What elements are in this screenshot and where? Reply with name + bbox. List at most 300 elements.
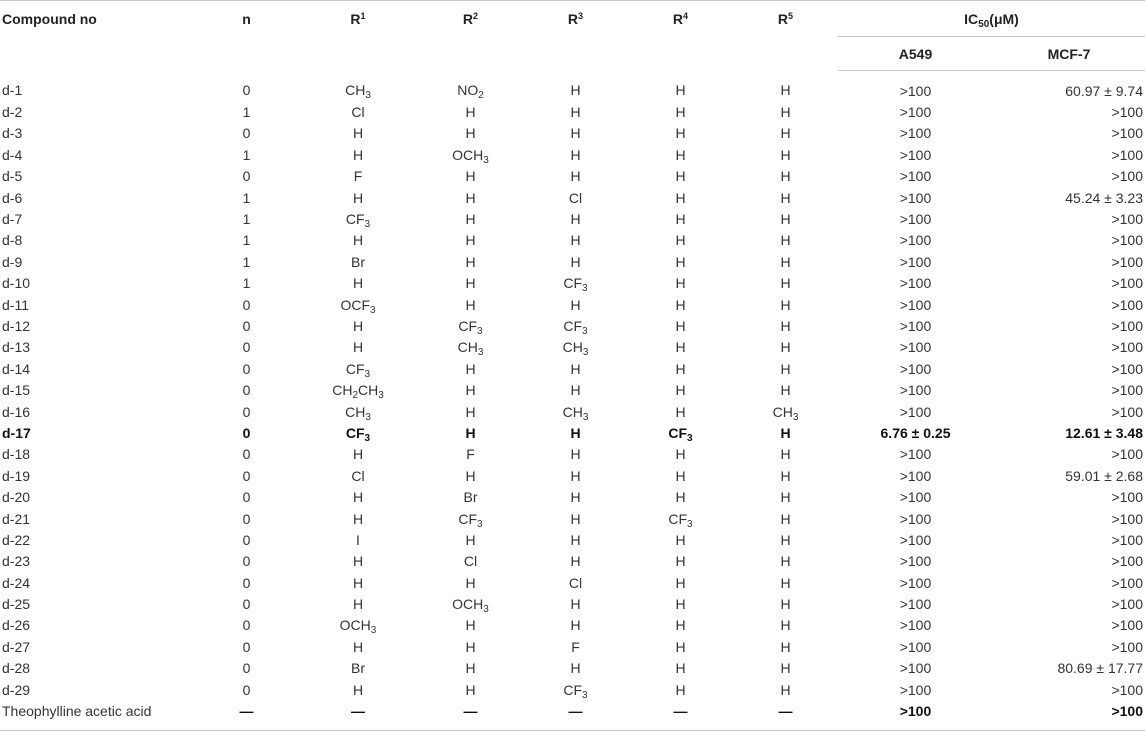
cell-n: 1 bbox=[242, 232, 251, 249]
cell-r5: H bbox=[780, 104, 791, 121]
cell-r2: H bbox=[465, 104, 476, 121]
cell-r1: H bbox=[352, 596, 364, 613]
cell-r3: $CF_3$ bbox=[563, 681, 588, 701]
cell-r2: $CF_3$ bbox=[458, 317, 483, 337]
cell-n: 0 bbox=[242, 168, 251, 185]
cell-n: 0 bbox=[242, 489, 251, 506]
cell-compound: d-13 bbox=[2, 339, 31, 356]
cell-r4: H bbox=[675, 104, 686, 121]
cell-mcf7: >100 bbox=[1111, 339, 1143, 356]
cell-r3: H bbox=[570, 296, 581, 313]
cell-r5: H bbox=[780, 510, 791, 527]
cell-a549: >100 bbox=[899, 82, 932, 99]
cell-r3: H bbox=[570, 617, 581, 634]
cell-r5: H bbox=[780, 681, 791, 698]
cell-n: 0 bbox=[242, 382, 251, 399]
table-row bbox=[0, 615, 1145, 636]
table-row bbox=[0, 593, 1145, 614]
cell-r1: H bbox=[352, 189, 364, 206]
cell-compound: d-7 bbox=[2, 211, 23, 228]
cell-mcf7: 12.61 ± 3.48 bbox=[1065, 424, 1143, 441]
cell-mcf7: >100 bbox=[1111, 146, 1143, 163]
cell-r3: $CF_3$ bbox=[563, 317, 588, 337]
cell-r5: $CH_3$ bbox=[772, 403, 799, 423]
cell-r3: Cl bbox=[568, 574, 583, 591]
cell-a549: >100 bbox=[899, 168, 932, 185]
cell-mcf7: 60.97 ± 9.74 bbox=[1065, 82, 1143, 99]
cell-n: 0 bbox=[242, 638, 251, 655]
cell-n: 0 bbox=[242, 681, 251, 698]
cell-r2: F bbox=[466, 446, 475, 463]
cell-r3: $CH_3$ bbox=[562, 339, 589, 359]
cell-mcf7: >100 bbox=[1111, 253, 1143, 270]
cell-a549: >100 bbox=[899, 253, 932, 270]
cell-r3: Cl bbox=[568, 189, 583, 206]
cell-mcf7: >100 bbox=[1111, 296, 1143, 313]
cell-r1: Br bbox=[351, 660, 365, 677]
cell-mcf7: >100 bbox=[1111, 403, 1143, 420]
header-compound bbox=[0, 1, 195, 71]
header-r3 bbox=[523, 1, 628, 71]
table-row bbox=[0, 679, 1145, 700]
cell-r4: $CF_3$ bbox=[668, 424, 693, 444]
table-row bbox=[0, 358, 1145, 379]
cell-mcf7: >100 bbox=[1111, 317, 1143, 334]
cell-r3: H bbox=[570, 510, 581, 527]
cell-n: 0 bbox=[242, 403, 251, 420]
cell-r5: H bbox=[780, 82, 791, 99]
table-row bbox=[0, 444, 1145, 465]
cell-mcf7: >100 bbox=[1111, 275, 1143, 292]
cell-r2: H bbox=[465, 296, 476, 313]
cell-compound: d-20 bbox=[2, 489, 31, 506]
header-ic50-sub: 50 bbox=[978, 18, 990, 30]
header-a549: A549 bbox=[838, 37, 993, 71]
cell-r1: H bbox=[352, 489, 364, 506]
table-row bbox=[0, 144, 1145, 165]
cell-n: 1 bbox=[242, 253, 251, 270]
cell-r1: $OCH_3$ bbox=[339, 617, 377, 637]
cell-mcf7: >100 bbox=[1111, 104, 1143, 121]
table-header bbox=[0, 1, 1145, 71]
table-row bbox=[0, 422, 1145, 443]
cell-r1: $CF_3$ bbox=[345, 424, 371, 444]
cell-r4: H bbox=[675, 403, 686, 420]
cell-r4: H bbox=[675, 275, 686, 292]
cell-r3: H bbox=[570, 125, 581, 142]
cell-r2: Br bbox=[463, 489, 478, 506]
cell-mcf7: >100 bbox=[1111, 232, 1143, 249]
cell-n: 0 bbox=[242, 339, 251, 356]
table-body bbox=[0, 71, 1145, 731]
cell-r1: H bbox=[352, 146, 364, 163]
cell-r3: H bbox=[570, 424, 581, 441]
cell-r2: H bbox=[465, 275, 476, 292]
cell-r5: H bbox=[780, 275, 791, 292]
cell-compound: d-14 bbox=[2, 360, 31, 377]
cell-r1: $CH_2CH_3$ bbox=[332, 382, 384, 402]
cell-r2: H bbox=[465, 211, 476, 228]
cell-a549: >100 bbox=[899, 489, 932, 506]
cell-compound: d-19 bbox=[2, 467, 31, 484]
cell-r5: H bbox=[780, 446, 791, 463]
cell-a549: >100 bbox=[899, 467, 932, 484]
cell-compound: d-10 bbox=[2, 275, 31, 292]
cell-r1: $OCF_3$ bbox=[340, 296, 376, 316]
cell-n: 1 bbox=[242, 211, 251, 228]
header-mcf7: MCF-7 bbox=[993, 37, 1145, 71]
cell-a549: >100 bbox=[899, 617, 932, 634]
cell-r4: H bbox=[675, 553, 686, 570]
cell-n: 0 bbox=[242, 467, 251, 484]
cell-r5: H bbox=[780, 232, 791, 249]
cell-compound: d-18 bbox=[2, 446, 31, 463]
cell-r5: H bbox=[780, 660, 791, 677]
header-r5-sup: 5 bbox=[788, 11, 794, 21]
cell-r4: H bbox=[675, 82, 686, 99]
cell-n: 0 bbox=[242, 296, 251, 313]
header-r2-label: R bbox=[462, 11, 474, 27]
cell-r4: H bbox=[675, 168, 686, 185]
cell-n: 0 bbox=[242, 617, 251, 634]
cell-a549: >100 bbox=[899, 638, 932, 655]
cell-r3: — bbox=[523, 700, 628, 730]
cell-mcf7: >100 bbox=[1111, 211, 1143, 228]
table-row bbox=[0, 294, 1145, 315]
cell-mcf7: 80.69 ± 17.77 bbox=[1057, 660, 1143, 677]
header-ic50-label: IC bbox=[964, 10, 979, 27]
cell-r5: H bbox=[780, 467, 791, 484]
cell-a549: >100 bbox=[899, 189, 932, 206]
table-row bbox=[0, 486, 1145, 507]
cell-r1: $CH_3$ bbox=[345, 403, 371, 423]
cell-mcf7: >100 bbox=[1111, 125, 1143, 142]
cell-compound: d-2 bbox=[2, 104, 23, 121]
cell-r4: H bbox=[675, 232, 686, 249]
cell-r5: H bbox=[780, 146, 791, 163]
cell-r2: H bbox=[465, 189, 476, 206]
cell-compound: d-29 bbox=[2, 681, 31, 698]
cell-n: 0 bbox=[242, 596, 251, 613]
cell-r1: $CF_3$ bbox=[345, 211, 371, 231]
cell-compound: d-5 bbox=[2, 168, 23, 185]
header-r1 bbox=[298, 1, 418, 71]
table-row bbox=[0, 251, 1145, 272]
cell-compound: d-15 bbox=[2, 382, 31, 399]
cell-r4: H bbox=[675, 317, 686, 334]
header-r1-sup: 1 bbox=[360, 11, 366, 21]
table-row bbox=[0, 508, 1145, 529]
cell-r1: H bbox=[352, 510, 364, 527]
cell-r3: H bbox=[570, 232, 581, 249]
cell-r5: — bbox=[733, 700, 838, 730]
cell-r3: H bbox=[570, 596, 581, 613]
cell-r3: H bbox=[570, 168, 581, 185]
cell-mcf7: >100 bbox=[1111, 681, 1143, 698]
cell-r1: H bbox=[352, 125, 364, 142]
cell-r3: H bbox=[570, 360, 581, 377]
cell-mcf7: >100 bbox=[1111, 596, 1143, 613]
cell-r5: H bbox=[780, 596, 791, 613]
cell-a549: 6.76 ± 0.25 bbox=[880, 424, 951, 441]
header-row-1 bbox=[0, 1, 1145, 37]
cell-r5: H bbox=[780, 360, 791, 377]
cell-r4: H bbox=[675, 617, 686, 634]
cell-a549: >100 bbox=[899, 681, 932, 698]
cell-n: 1 bbox=[242, 146, 251, 163]
table-row bbox=[0, 123, 1145, 144]
cell-mcf7: >100 bbox=[1111, 638, 1143, 655]
cell-r4: H bbox=[675, 660, 686, 677]
table-row bbox=[0, 379, 1145, 400]
cell-r4: H bbox=[675, 146, 686, 163]
cell-n: 0 bbox=[242, 510, 251, 527]
table-row bbox=[0, 187, 1145, 208]
cell-n: 1 bbox=[242, 189, 251, 206]
cell-r3: H bbox=[570, 104, 581, 121]
cell-mcf7: >100 bbox=[1111, 382, 1143, 399]
cell-r1: I bbox=[356, 531, 360, 548]
cell-a549: >100 bbox=[899, 510, 932, 527]
cell-r3: H bbox=[570, 146, 581, 163]
header-r1-label: R bbox=[350, 11, 361, 27]
cell-compound: d-16 bbox=[2, 403, 31, 420]
cell-r2: H bbox=[465, 403, 476, 420]
cell-r4: H bbox=[675, 489, 686, 506]
cell-n: 0 bbox=[242, 446, 251, 463]
cell-r5: H bbox=[780, 424, 791, 441]
cell-mcf7: >100 bbox=[1111, 360, 1143, 377]
cell-r2: $NO_2$ bbox=[457, 82, 484, 102]
cell-r4: H bbox=[675, 125, 686, 142]
cell-a549: >100 bbox=[899, 146, 932, 163]
cell-compound: d-23 bbox=[2, 553, 31, 570]
cell-r1: H bbox=[352, 574, 364, 591]
cell-r2: H bbox=[465, 125, 476, 142]
cell-r5: H bbox=[780, 553, 791, 570]
cell-a549: >100 bbox=[899, 446, 932, 463]
table-row bbox=[0, 315, 1145, 336]
cell-r5: H bbox=[780, 125, 791, 142]
cell-a549: >100 bbox=[899, 275, 932, 292]
table-row bbox=[0, 636, 1145, 657]
cell-r4: H bbox=[675, 360, 686, 377]
cell-n: 0 bbox=[242, 660, 251, 677]
cell-r3: H bbox=[570, 253, 581, 270]
cell-a549: >100 bbox=[838, 700, 993, 730]
cell-a549: >100 bbox=[899, 125, 932, 142]
table-row bbox=[0, 71, 1145, 102]
cell-compound: Theophylline acetic acid bbox=[0, 700, 195, 730]
cell-r1: $CH_3$ bbox=[345, 82, 371, 102]
cell-n: 0 bbox=[242, 317, 251, 334]
cell-mcf7: >100 bbox=[1111, 553, 1143, 570]
cell-r3: H bbox=[570, 446, 581, 463]
cell-n: 0 bbox=[242, 125, 251, 142]
cell-r3: $CF_3$ bbox=[563, 275, 588, 295]
cell-r3: H bbox=[570, 382, 581, 399]
cell-a549: >100 bbox=[899, 596, 932, 613]
cell-r2: Cl bbox=[463, 553, 478, 570]
cell-r4: H bbox=[675, 596, 686, 613]
cell-compound: d-21 bbox=[2, 510, 31, 527]
cell-a549: >100 bbox=[899, 574, 932, 591]
cell-r4: H bbox=[675, 467, 686, 484]
table-row bbox=[0, 572, 1145, 593]
table-row bbox=[0, 401, 1145, 422]
cell-r2: H bbox=[465, 424, 476, 441]
cell-mcf7: 45.24 ± 3.23 bbox=[1065, 189, 1143, 206]
cell-a549: >100 bbox=[899, 232, 932, 249]
cell-r2: H bbox=[465, 168, 476, 185]
header-r2-sup: 2 bbox=[473, 11, 479, 21]
cell-r1: H bbox=[352, 275, 364, 292]
cell-a549: >100 bbox=[899, 360, 932, 377]
cell-n: 0 bbox=[242, 82, 251, 99]
cell-r5: H bbox=[780, 531, 791, 548]
cell-r5: H bbox=[780, 296, 791, 313]
cell-r1: H bbox=[352, 317, 364, 334]
cell-r2: H bbox=[465, 574, 476, 591]
cell-r4: H bbox=[675, 296, 686, 313]
cell-compound: d-22 bbox=[2, 531, 31, 548]
cell-r4: H bbox=[675, 681, 686, 698]
cell-r3: H bbox=[570, 531, 581, 548]
cell-r1: — bbox=[298, 700, 418, 730]
cell-r1: $CF_3$ bbox=[345, 360, 371, 380]
cell-r3: H bbox=[570, 553, 581, 570]
cell-compound: d-8 bbox=[2, 232, 23, 249]
cell-r4: H bbox=[675, 189, 686, 206]
cell-a549: >100 bbox=[899, 296, 932, 313]
cell-r1: F bbox=[353, 168, 363, 185]
cell-r3: H bbox=[570, 82, 581, 99]
cell-r5: H bbox=[780, 253, 791, 270]
table-row bbox=[0, 658, 1145, 679]
header-ic50 bbox=[838, 1, 1145, 37]
cell-n: 0 bbox=[242, 553, 251, 570]
cell-n: 0 bbox=[242, 360, 251, 377]
table-row bbox=[0, 101, 1145, 122]
cell-compound: d-24 bbox=[2, 574, 31, 591]
cell-compound: d-3 bbox=[2, 125, 23, 142]
cell-r5: H bbox=[780, 189, 791, 206]
cell-r1: H bbox=[352, 446, 364, 463]
cell-r2: H bbox=[465, 232, 476, 249]
cell-r3: H bbox=[570, 660, 581, 677]
cell-r4: H bbox=[675, 339, 686, 356]
cell-a549: >100 bbox=[899, 339, 932, 356]
cell-r4: H bbox=[675, 253, 686, 270]
table-row bbox=[0, 230, 1145, 251]
cell-r3: H bbox=[570, 467, 581, 484]
cell-n: 1 bbox=[242, 275, 251, 292]
cell-r2: — bbox=[418, 700, 523, 730]
cell-r1: H bbox=[352, 638, 364, 655]
cell-r2: $CF_3$ bbox=[458, 510, 483, 530]
cell-a549: >100 bbox=[899, 211, 932, 228]
cell-r3: H bbox=[570, 211, 581, 228]
cell-r2: H bbox=[465, 681, 476, 698]
cell-a549: >100 bbox=[899, 660, 932, 677]
cell-compound: d-11 bbox=[2, 296, 29, 313]
cell-r2: H bbox=[465, 617, 476, 634]
cell-r2: H bbox=[465, 660, 476, 677]
header-n-label: n bbox=[242, 11, 251, 27]
cell-mcf7: >100 bbox=[1111, 574, 1143, 591]
header-r3-label: R bbox=[567, 11, 579, 27]
cell-compound: d-26 bbox=[2, 617, 31, 634]
table-row bbox=[0, 337, 1145, 358]
header-ic50-unit: (μM) bbox=[989, 10, 1019, 27]
header-r5-label: R bbox=[777, 11, 789, 27]
cell-mcf7: >100 bbox=[1111, 446, 1143, 463]
cell-r2: $OCH_3$ bbox=[452, 146, 489, 166]
cell-r1: Br bbox=[351, 253, 365, 270]
cell-compound: d-28 bbox=[2, 660, 31, 677]
header-r4-sup: 4 bbox=[683, 11, 689, 21]
cell-r5: H bbox=[780, 317, 791, 334]
cell-r1: H bbox=[352, 553, 364, 570]
cell-a549: >100 bbox=[899, 382, 932, 399]
cell-r5: H bbox=[780, 617, 791, 634]
cell-mcf7: >100 bbox=[1111, 531, 1143, 548]
cell-r5: H bbox=[780, 489, 791, 506]
cell-r1: H bbox=[352, 681, 364, 698]
cell-mcf7: >100 bbox=[1111, 510, 1143, 527]
cell-compound: d-4 bbox=[2, 146, 23, 163]
cell-r5: H bbox=[780, 574, 791, 591]
table-row bbox=[0, 166, 1145, 187]
cell-n: 0 bbox=[242, 574, 251, 591]
cell-compound: d-9 bbox=[2, 253, 23, 270]
cell-mcf7: >100 bbox=[1111, 617, 1143, 634]
cell-r4: H bbox=[675, 446, 686, 463]
cell-r2: H bbox=[465, 531, 476, 548]
cell-r5: H bbox=[780, 382, 791, 399]
cell-r2: H bbox=[465, 360, 476, 377]
cell-a549: >100 bbox=[899, 317, 932, 334]
cell-r1: Cl bbox=[351, 467, 365, 484]
cell-compound: d-17 bbox=[2, 424, 31, 441]
table-row bbox=[0, 700, 1145, 730]
cell-r4: — bbox=[628, 700, 733, 730]
cell-r5: H bbox=[780, 211, 791, 228]
cell-r2: H bbox=[465, 382, 476, 399]
cell-r1: Cl bbox=[351, 104, 365, 121]
header-r4 bbox=[628, 1, 733, 71]
cell-r1: H bbox=[352, 232, 364, 249]
cell-n: — bbox=[195, 700, 298, 730]
cell-a549: >100 bbox=[899, 553, 932, 570]
header-r4-label: R bbox=[672, 11, 684, 27]
cell-compound: d-6 bbox=[2, 189, 23, 206]
cell-a549: >100 bbox=[899, 403, 932, 420]
header-n bbox=[195, 1, 298, 71]
cell-a549: >100 bbox=[899, 104, 932, 121]
cell-compound: d-25 bbox=[2, 596, 31, 613]
cell-r4: H bbox=[675, 382, 686, 399]
cell-n: 1 bbox=[242, 104, 251, 121]
cell-r4: H bbox=[675, 211, 686, 228]
cell-compound: d-12 bbox=[2, 317, 31, 334]
cell-r4: $CF_3$ bbox=[668, 510, 693, 530]
cell-r5: H bbox=[780, 168, 791, 185]
cell-mcf7: >100 bbox=[1111, 168, 1143, 185]
cell-mcf7: >100 bbox=[993, 700, 1145, 730]
cell-r3: F bbox=[571, 638, 580, 655]
cell-r3: $CH_3$ bbox=[562, 403, 589, 423]
